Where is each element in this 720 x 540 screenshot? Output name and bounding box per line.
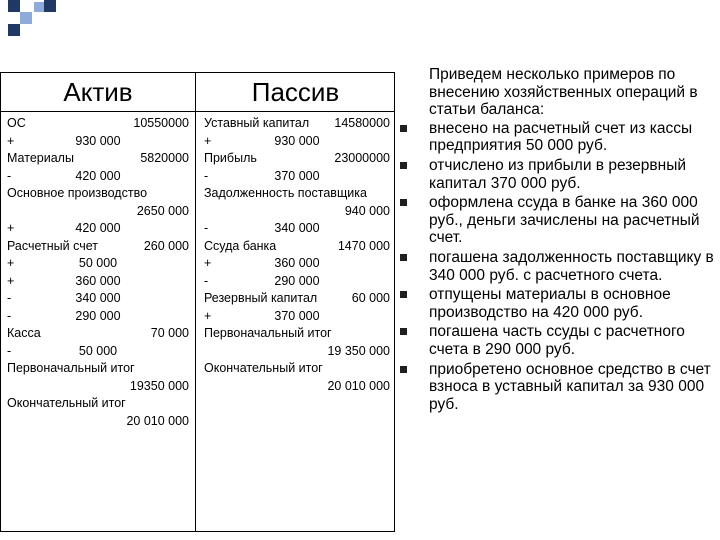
balance-row (7, 185, 189, 203)
slide-corner-decoration (0, 0, 60, 40)
row-value: 940 000 (344, 203, 390, 218)
column-divider (195, 73, 196, 531)
passive-column (204, 115, 390, 395)
row-label: + (7, 133, 15, 148)
row-label: Ссуда банка (204, 238, 277, 253)
row-value: 260 000 (143, 238, 189, 253)
list-item-text: погашена задолженность поставщику в 340 000 руб. с расчетного счета. (429, 248, 714, 284)
list-item-text: отчислено из прибыли в резервный капитал 370 000 руб. (429, 156, 686, 192)
balance-row (204, 273, 390, 291)
row-label: + (7, 273, 15, 288)
row-label: Касса (7, 326, 41, 340)
balance-row (204, 325, 390, 343)
passive-title: Пассив (251, 77, 340, 107)
row-value: 420 000 (75, 221, 121, 235)
row-value: 930 000 (274, 133, 320, 148)
balance-row (7, 378, 189, 396)
row-value: 50 000 (78, 343, 118, 358)
list-item (395, 157, 720, 192)
active-title: Актив (63, 77, 133, 107)
row-value: 370 000 (274, 168, 320, 183)
row-value: 2650 000 (136, 203, 189, 218)
row-value: 20 010 000 (327, 378, 390, 393)
balance-row (204, 308, 390, 326)
row-label: Резервный капитал (204, 291, 318, 305)
row-label: + (204, 308, 212, 323)
balance-row (204, 378, 390, 396)
list-item-text: погашена часть ссуды с расчетного счета в 290 000 руб. (429, 323, 685, 358)
row-value: 340 000 (274, 221, 320, 235)
square-bullet-icon (400, 199, 407, 206)
row-label: - (204, 168, 209, 183)
row-label: - (7, 308, 12, 323)
balance-row (7, 343, 189, 361)
list-item (395, 286, 720, 321)
row-label: - (204, 221, 209, 235)
row-label: Материалы (7, 151, 74, 165)
row-value: 60 000 (351, 291, 390, 305)
row-value: 20 010 000 (126, 413, 189, 428)
row-value: 290 000 (75, 308, 121, 323)
balance-row (7, 325, 189, 343)
list-item-text: оформлена ссуда в банке на 360 000 руб., деньги зачислены на расчетный счет. (429, 194, 700, 247)
row-value: 50 000 (78, 256, 118, 270)
row-label: Уставный капитал (204, 116, 310, 130)
row-label: Окончательный итог (204, 361, 323, 375)
row-value: 23000000 (334, 151, 390, 165)
row-value: 420 000 (75, 168, 121, 183)
list-item (395, 194, 720, 247)
row-label: + (7, 221, 15, 235)
balance-row (7, 290, 189, 308)
balance-row (204, 220, 390, 238)
row-value: 370 000 (274, 308, 320, 323)
balance-row (204, 238, 390, 256)
list-item-text: отпущены материалы в основное производство на 420 000 руб. (429, 286, 671, 321)
balance-row (204, 115, 390, 133)
balance-row (7, 220, 189, 238)
square-bullet-icon (400, 366, 407, 373)
row-label: - (7, 343, 12, 358)
balance-row (7, 238, 189, 256)
row-value: 10550000 (133, 116, 189, 130)
balance-row (7, 115, 189, 133)
row-value: 290 000 (274, 273, 320, 288)
examples-intro: Приведем несколько примеров по внесению хозяйственных операций в статьи баланса: (429, 66, 698, 119)
row-value: 360 000 (274, 256, 320, 270)
row-value: 70 000 (150, 326, 189, 340)
list-item (395, 323, 720, 358)
row-value: 19350 000 (129, 378, 189, 393)
square-bullet-icon (400, 328, 407, 335)
balance-row (204, 203, 390, 221)
row-label: - (7, 168, 12, 183)
balance-row (7, 133, 189, 151)
row-label: Расчетный счет (7, 238, 98, 253)
balance-row (7, 168, 189, 186)
balance-row (7, 203, 189, 221)
row-label: Окончательный итог (7, 396, 126, 410)
balance-row (7, 413, 189, 431)
row-value: 19 350 000 (327, 343, 390, 358)
balance-row (7, 395, 189, 413)
row-value: 930 000 (75, 133, 121, 148)
balance-row (204, 255, 390, 273)
row-label: - (204, 273, 209, 288)
balance-row (204, 133, 390, 151)
row-value: 360 000 (75, 273, 121, 288)
balance-row (7, 308, 189, 326)
square-bullet-icon (400, 162, 407, 169)
list-item (395, 120, 720, 155)
row-value: 5820000 (140, 151, 189, 165)
row-label: Первоначальный итог (204, 326, 332, 340)
list-item (395, 361, 720, 414)
list-item-text: приобретено основное средство в счет взноса в уставный капитал за 930 000 руб. (429, 360, 711, 413)
balance-row (204, 290, 390, 308)
square-bullet-icon (400, 291, 407, 298)
row-label: ОС (7, 116, 26, 130)
examples-panel (395, 66, 720, 415)
balance-row (7, 360, 189, 378)
balance-row (204, 360, 390, 378)
row-label: Первоначальный итог (7, 361, 135, 375)
row-label: Задолженность поставщика (204, 186, 367, 200)
examples-list (395, 120, 720, 414)
balance-row (7, 273, 189, 291)
row-value: 1470 000 (337, 238, 390, 253)
square-bullet-icon (400, 254, 407, 261)
row-label: + (7, 256, 15, 270)
balance-table (0, 72, 395, 532)
row-label: + (204, 256, 212, 270)
square-bullet-icon (400, 125, 407, 132)
balance-row (204, 168, 390, 186)
row-label: Основное производство (7, 186, 148, 200)
balance-row (7, 150, 189, 168)
balance-row (204, 150, 390, 168)
row-value: 340 000 (75, 291, 121, 305)
header-divider (1, 111, 394, 112)
balance-row (7, 255, 189, 273)
list-item (395, 249, 720, 284)
row-label: Прибыль (204, 151, 257, 165)
balance-row (204, 343, 390, 361)
row-label: - (7, 291, 12, 305)
list-item-text: внесено на расчетный счет из кассы предприятия 50 000 руб. (429, 119, 693, 155)
row-label: + (204, 133, 212, 148)
balance-row (204, 185, 390, 203)
active-column (7, 115, 189, 430)
row-value: 14580000 (334, 116, 390, 130)
